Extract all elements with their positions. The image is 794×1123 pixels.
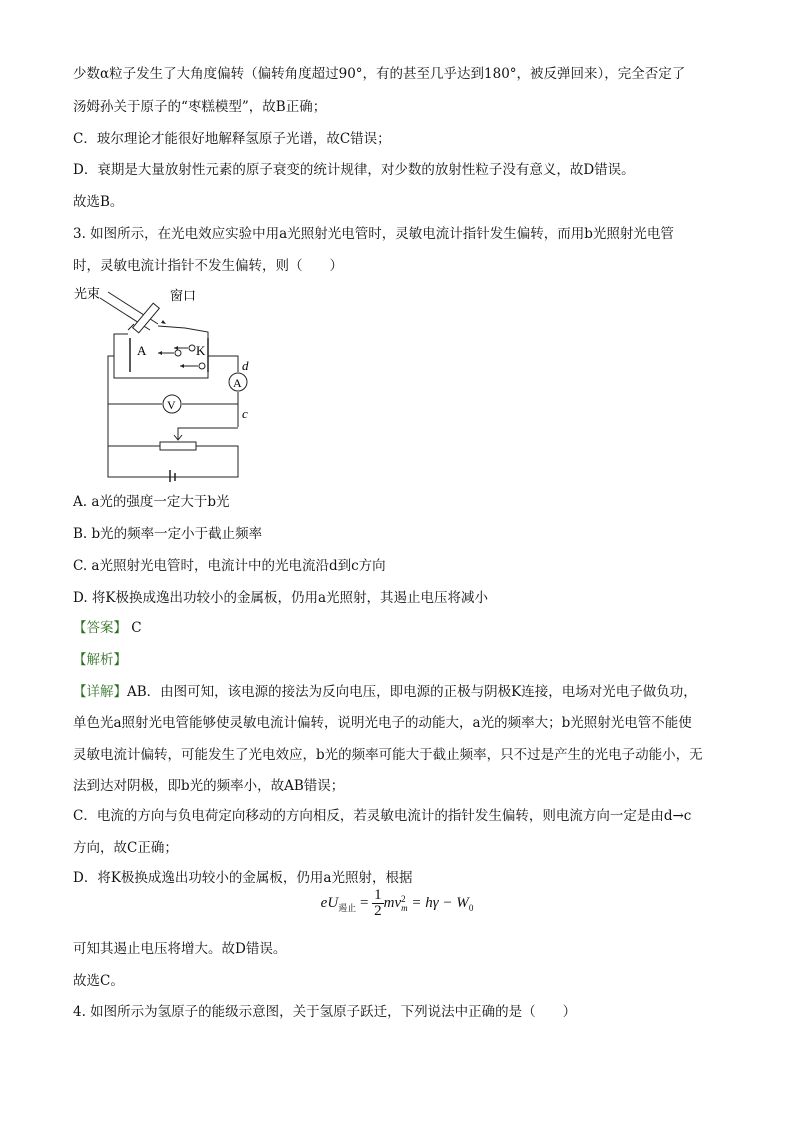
node-c-label: c <box>242 406 248 421</box>
text-line: 故选B。 <box>73 194 124 210</box>
electron <box>175 350 181 356</box>
text-line: 汤姆孙关于原子的“枣糕模型”，故B正确； <box>73 99 327 115</box>
detail-line <box>73 682 697 702</box>
detail-text: AB．由图可知，该电源的接法为反向电压，即电源的正极与阴极K连接，电场对光电子做负功， <box>127 684 697 700</box>
answer-tag: 【答案】 <box>73 620 127 636</box>
photoelectric-circuit-diagram <box>70 282 270 482</box>
answer-line <box>73 618 142 638</box>
formula-eq: = <box>359 894 369 911</box>
battery <box>170 470 175 482</box>
text-line: 方向，故C正确； <box>73 840 178 856</box>
text-line: 可知其遏止电压将增大。故D错误。 <box>73 941 287 957</box>
electron <box>199 363 205 369</box>
circuit-wires <box>108 356 238 477</box>
text-line: C．电流的方向与负电荷定向移动的方向相反，若灵敏电流计的指针发生偏转，则电流方向一定是由d→c <box>73 808 692 824</box>
formula-lhs: eU <box>320 894 339 911</box>
option-b: B. b光的频率一定小于截止频率 <box>73 526 263 542</box>
option-d: D. 将K极换成逸出功较小的金属板，仍用a光照射，其遏止电压将减小 <box>73 590 489 606</box>
option-c: C. a光照射光电管时，电流计中的光电流沿d到c方向 <box>73 558 386 574</box>
formula-denominator: 2 <box>374 903 382 919</box>
rheostat <box>160 442 196 450</box>
text-line: 法到达对阴极，即b光的频率小，故AB错误； <box>73 778 345 794</box>
analysis-tag: 【解析】 <box>73 652 127 668</box>
formula-numerator: 1 <box>374 887 382 903</box>
voltmeter-label: V <box>167 398 176 412</box>
beam-label: 光束 <box>74 286 101 301</box>
formula-rhs: = hγ − W <box>411 894 469 911</box>
question-3-stem: 3. 如图所示，在光电效应实验中用a光照射光电管时，灵敏电流计指针发生偏转，而用b光照射光电管 <box>73 226 674 242</box>
window-glass <box>133 303 160 333</box>
formula-sup: 2 <box>401 893 406 904</box>
detail-tag: 【详解】 <box>73 684 127 700</box>
cathode-label: K <box>196 343 206 358</box>
text-line: 故选C。 <box>73 973 124 989</box>
stopping-voltage-formula <box>0 888 794 919</box>
text-line: 灵敏电流计偏转，可能发生了光电效应，b光的频率可能大于截止频率，只不过是产生的光电子动能小，无 <box>73 747 703 763</box>
window-label: 窗口 <box>170 288 197 303</box>
answer-value: C <box>131 620 142 636</box>
electron <box>189 345 195 351</box>
ammeter-label: A <box>233 376 242 390</box>
text-line: 少数α粒子发生了大角度偏转（偏转角度超过90°，有的甚至几乎达到180°，被反弹回来），完全否定了 <box>73 66 686 82</box>
text-line: D．将K极换成逸出功较小的金属板，仍用a光照射，根据 <box>73 870 413 886</box>
text-line: C．玻尔理论才能很好地解释氢原子光谱，故C错误； <box>73 131 391 147</box>
formula-subm: m <box>401 902 408 913</box>
formula-mv: mv <box>383 894 402 911</box>
text-line: D．衰期是大量放射性元素的原子衰变的统计规律，对少数的放射性粒子没有意义，故D错误。 <box>73 162 635 178</box>
question-3-stem: 时，灵敏电流计指针不发生偏转，则（ ） <box>73 258 343 274</box>
node-d-label: d <box>242 358 249 373</box>
tube-outline <box>114 324 208 378</box>
slider-contact <box>174 428 238 440</box>
anode-label: A <box>137 343 147 358</box>
formula-sub0: 0 <box>468 902 474 913</box>
question-4-stem: 4. 如图所示为氢原子的能级示意图，关于氢原子跃迁，下列说法中正确的是（ ） <box>73 1004 577 1020</box>
text-line: 单色光a照射光电管能够使灵敏电流计偏转，说明光电子的动能大，a光的频率大；b光照射光电管不能使 <box>73 715 692 731</box>
option-a: A. a光的强度一定大于b光 <box>73 494 230 510</box>
formula-sub: 遏止 <box>338 902 357 913</box>
